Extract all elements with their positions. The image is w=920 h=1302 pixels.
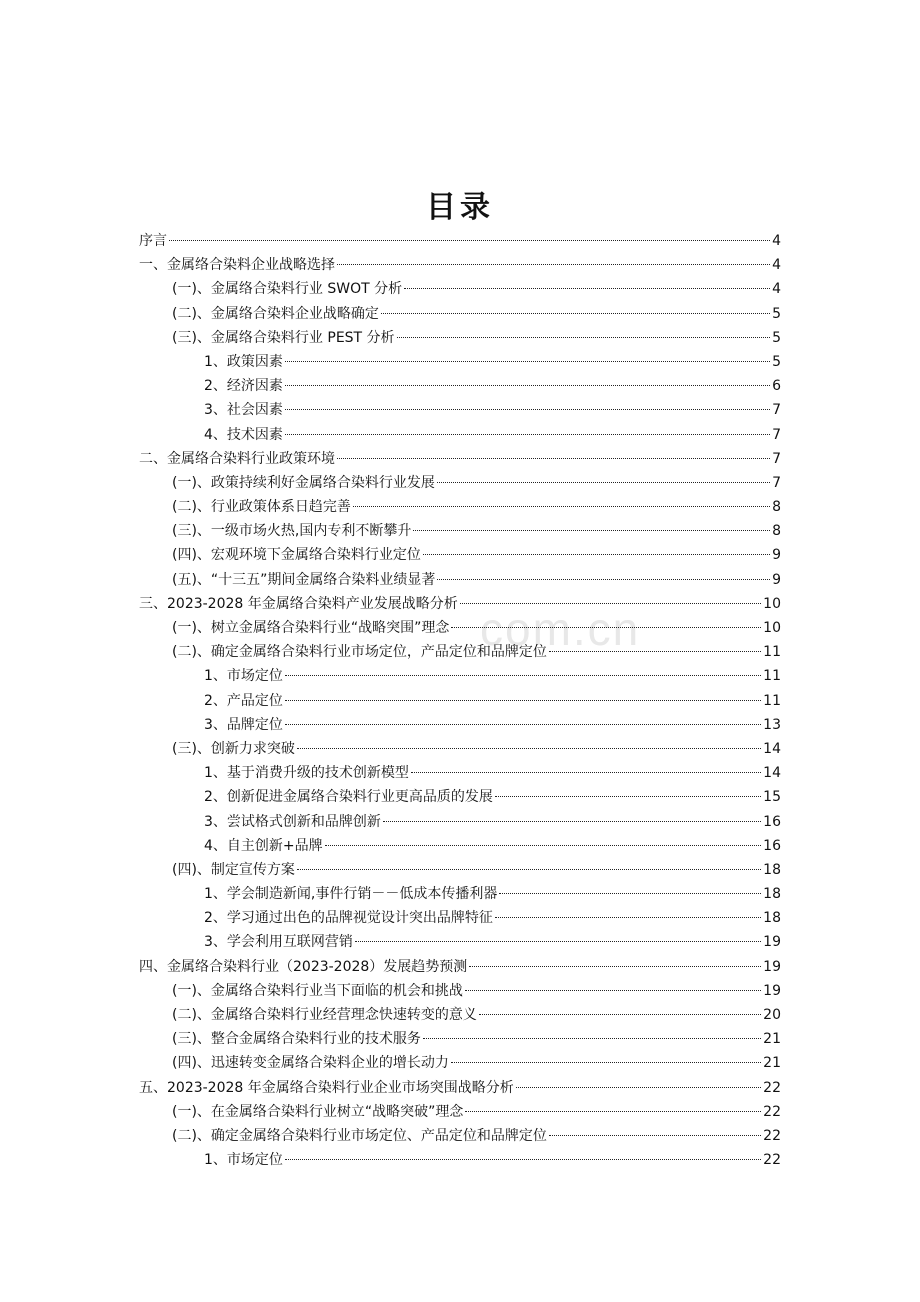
toc-leader-dots xyxy=(516,1087,761,1088)
toc-entry-label: (三)、创新力求突破 xyxy=(172,740,295,757)
toc-entry-page: 9 xyxy=(772,547,781,564)
toc-entry-label: (一)、在金属络合染料行业树立“战略突破”理念 xyxy=(172,1103,464,1120)
toc-entry[interactable] xyxy=(139,664,781,688)
toc-entry-label: (三)、金属络合染料行业 PEST 分析 xyxy=(172,329,395,346)
toc-entry-label: (三)、整合金属络合染料行业的技术服务 xyxy=(172,1031,421,1048)
toc-entry[interactable] xyxy=(139,423,781,447)
toc-entry[interactable] xyxy=(139,253,781,277)
toc-leader-dots xyxy=(285,434,770,435)
toc-leader-dots xyxy=(549,1135,761,1136)
toc-entry-page: 14 xyxy=(763,765,781,782)
toc-entry[interactable] xyxy=(139,834,781,858)
toc-leader-dots xyxy=(460,603,761,604)
toc-entry[interactable] xyxy=(139,350,781,374)
toc-entry-label: 4、自主创新+品牌 xyxy=(204,837,323,854)
toc-entry-page: 16 xyxy=(763,813,781,830)
toc-entry[interactable] xyxy=(139,277,781,301)
toc-entry[interactable] xyxy=(139,447,781,471)
toc-entry[interactable] xyxy=(139,326,781,350)
toc-entry[interactable] xyxy=(139,543,781,567)
toc-entry-page: 11 xyxy=(763,668,781,685)
toc-entry-label: 3、尝试格式创新和品牌创新 xyxy=(204,813,381,830)
toc-leader-dots xyxy=(353,506,770,507)
toc-entry[interactable] xyxy=(139,592,781,616)
toc-entry-page: 6 xyxy=(772,378,781,395)
toc-entry-page: 18 xyxy=(763,861,781,878)
toc-leader-dots xyxy=(423,1038,761,1039)
toc-leader-dots xyxy=(499,893,761,894)
toc-entry-page: 4 xyxy=(772,233,781,249)
toc-entry-label: 1、基于消费升级的技术创新模型 xyxy=(204,765,409,782)
toc-leader-dots xyxy=(495,796,761,797)
toc-entry-label: 1、学会制造新闻,事件行销－－低成本传播利器 xyxy=(204,886,498,903)
toc-entry-label: 1、市场定位 xyxy=(204,1152,283,1169)
toc-entry[interactable] xyxy=(139,1076,781,1100)
toc-entry-page: 4 xyxy=(772,281,781,298)
toc-entry-label: (一)、金属络合染料行业当下面临的机会和挑战 xyxy=(172,982,463,999)
toc-leader-dots xyxy=(397,337,771,338)
toc-entry-label: 四、金属络合染料行业（2023-2028）发展趋势预测 xyxy=(139,958,468,975)
toc-leader-dots xyxy=(381,313,770,314)
toc-entry[interactable] xyxy=(139,1003,781,1027)
toc-leader-dots xyxy=(495,917,761,918)
toc-entry-page: 16 xyxy=(763,837,781,854)
toc-entry-page: 18 xyxy=(763,886,781,903)
toc-entry-label: 3、社会因素 xyxy=(204,402,283,419)
toc-entry-page: 11 xyxy=(763,644,781,661)
toc-leader-dots xyxy=(169,240,770,241)
toc-leader-dots xyxy=(285,700,761,701)
toc-entry-label: 1、市场定位 xyxy=(204,668,283,685)
toc-entry-label: (一)、树立金属络合染料行业“战略突围”理念 xyxy=(172,620,450,636)
toc-entry-page: 19 xyxy=(763,958,781,975)
toc-entry-label: (二)、金属络合染料行业经营理念快速转变的意义 xyxy=(172,1007,477,1023)
toc-entry-label: (四)、迅速转变金属络合染料企业的增长动力 xyxy=(172,1055,449,1072)
toc-leader-dots xyxy=(325,845,762,846)
toc-leader-dots xyxy=(437,579,770,580)
toc-entry-page: 15 xyxy=(763,789,781,806)
toc-entry[interactable] xyxy=(139,906,781,930)
toc-entry-page: 5 xyxy=(772,329,781,346)
page-title: 目录 xyxy=(426,190,494,225)
toc-entry-label: (二)、确定金属络合染料行业市场定位，产品定位和品牌定位 xyxy=(172,644,547,661)
toc-entry[interactable] xyxy=(139,785,781,809)
toc-entry-label: 4、技术因素 xyxy=(204,426,283,443)
toc-entry[interactable] xyxy=(139,858,781,882)
toc-leader-dots xyxy=(404,288,770,289)
toc-entry-label: (二)、金属络合染料企业战略确定 xyxy=(172,305,379,322)
toc-entry-label: 3、学会利用互联网营销 xyxy=(204,934,353,951)
toc-entry[interactable] xyxy=(139,761,781,785)
toc-entry-page: 7 xyxy=(772,450,781,467)
toc-entry-label: 五、2023-2028 年金属络合染料行业企业市场突围战略分析 xyxy=(139,1079,514,1096)
toc-entry[interactable] xyxy=(139,398,781,422)
toc-entry[interactable] xyxy=(139,1124,781,1148)
toc-leader-dots xyxy=(469,966,761,967)
toc-leader-dots xyxy=(383,821,761,822)
toc-leader-dots xyxy=(285,675,761,676)
toc-entry[interactable] xyxy=(139,955,781,979)
toc-leader-dots xyxy=(549,651,761,652)
toc-entry-label: 2、经济因素 xyxy=(204,378,283,395)
toc-entry-label: (二)、确定金属络合染料行业市场定位、产品定位和品牌定位 xyxy=(172,1127,547,1144)
toc-entry[interactable] xyxy=(139,1100,781,1124)
toc-entry-label: 三、2023-2028 年金属络合染料产业发展战略分析 xyxy=(139,595,458,612)
toc-entry[interactable] xyxy=(139,568,781,592)
toc-entry[interactable] xyxy=(139,930,781,954)
toc-entry-page: 7 xyxy=(772,426,781,443)
toc-entry-label: 2、产品定位 xyxy=(204,692,283,709)
toc-leader-dots xyxy=(297,869,761,870)
toc-entry[interactable] xyxy=(139,374,781,398)
toc-entry-label: (一)、政策持续利好金属络合染料行业发展 xyxy=(172,474,435,491)
toc-leader-dots xyxy=(465,1111,761,1112)
toc-entry[interactable] xyxy=(139,519,781,543)
toc-entry-label: (三)、一级市场火热,国内专利不断攀升 xyxy=(172,523,412,540)
toc-entry-page: 7 xyxy=(772,402,781,419)
toc-entry[interactable] xyxy=(139,229,781,253)
toc-leader-dots xyxy=(423,554,770,555)
toc-entry-page: 10 xyxy=(763,595,781,612)
toc-entry-page: 8 xyxy=(772,523,781,540)
toc-leader-dots xyxy=(337,458,770,459)
toc-entry[interactable] xyxy=(139,471,781,495)
toc-entry-label: (四)、宏观环境下金属络合染料行业定位 xyxy=(172,547,421,564)
toc-leader-dots xyxy=(285,385,770,386)
toc-entry-label: 一、金属络合染料企业战略选择 xyxy=(139,257,335,274)
toc-entry[interactable] xyxy=(139,302,781,326)
toc-leader-dots xyxy=(285,724,761,725)
toc-leader-dots xyxy=(479,1014,761,1015)
toc-entry-page: 18 xyxy=(763,910,781,927)
toc-entry[interactable] xyxy=(139,1027,781,1051)
toc-entry[interactable] xyxy=(139,979,781,1003)
toc-leader-dots xyxy=(451,1062,761,1063)
toc-entry-page: 19 xyxy=(763,934,781,951)
toc-entry[interactable] xyxy=(139,713,781,737)
toc-entry[interactable] xyxy=(139,616,781,640)
toc-entry-page: 4 xyxy=(772,257,781,274)
toc-entry-page: 8 xyxy=(772,499,781,516)
toc-entry-label: 2、学习通过出色的品牌视觉设计突出品牌特征 xyxy=(204,910,493,927)
toc-leader-dots xyxy=(297,748,761,749)
toc-entry-page: 21 xyxy=(763,1055,781,1072)
toc-entry-label: (二)、行业政策体系日趋完善 xyxy=(172,499,351,516)
toc-entry-page: 7 xyxy=(772,474,781,491)
toc-entry[interactable] xyxy=(139,737,781,761)
watermark: com.cn xyxy=(480,603,641,655)
toc-entry-label: (五)、“十三五”期间金属络合染料业绩显著 xyxy=(172,571,436,588)
toc-entry[interactable] xyxy=(139,882,781,906)
toc-entry-page: 5 xyxy=(772,353,781,370)
toc-leader-dots xyxy=(411,772,761,773)
toc-entry-label: (四)、制定宣传方案 xyxy=(172,861,295,878)
table-of-contents xyxy=(139,229,781,1172)
toc-leader-dots xyxy=(285,361,770,362)
toc-entry-page: 20 xyxy=(763,1007,781,1023)
toc-entry-page: 10 xyxy=(763,620,781,636)
toc-entry-page: 19 xyxy=(763,982,781,999)
toc-entry-label: (一)、金属络合染料行业 SWOT 分析 xyxy=(172,281,403,298)
toc-entry-page: 22 xyxy=(763,1103,781,1120)
toc-entry-label: 1、政策因素 xyxy=(204,353,283,370)
toc-entry-page: 14 xyxy=(763,740,781,757)
toc-entry[interactable] xyxy=(139,810,781,834)
toc-leader-dots xyxy=(285,1159,761,1160)
toc-entry-label: 3、品牌定位 xyxy=(204,716,283,733)
toc-leader-dots xyxy=(413,530,770,531)
toc-entry-label: 序言 xyxy=(139,233,167,249)
toc-entry-page: 11 xyxy=(763,692,781,709)
toc-leader-dots xyxy=(285,409,770,410)
toc-entry-label: 2、创新促进金属络合染料行业更高品质的发展 xyxy=(204,789,493,806)
toc-entry-page: 22 xyxy=(763,1127,781,1144)
toc-leader-dots xyxy=(451,627,761,628)
toc-entry-page: 5 xyxy=(772,305,781,322)
toc-entry[interactable] xyxy=(139,1148,781,1172)
toc-entry-page: 22 xyxy=(763,1152,781,1169)
toc-leader-dots xyxy=(437,482,770,483)
toc-entry-page: 22 xyxy=(763,1079,781,1096)
toc-entry-page: 9 xyxy=(772,571,781,588)
toc-entry[interactable] xyxy=(139,1051,781,1075)
toc-entry-page: 13 xyxy=(763,716,781,733)
toc-leader-dots xyxy=(355,941,761,942)
toc-entry[interactable] xyxy=(139,689,781,713)
toc-entry-label: 二、金属络合染料行业政策环境 xyxy=(139,450,335,467)
toc-entry-page: 21 xyxy=(763,1031,781,1048)
toc-leader-dots xyxy=(337,264,770,265)
toc-entry[interactable] xyxy=(139,495,781,519)
toc-leader-dots xyxy=(465,990,761,991)
toc-entry[interactable] xyxy=(139,640,781,664)
